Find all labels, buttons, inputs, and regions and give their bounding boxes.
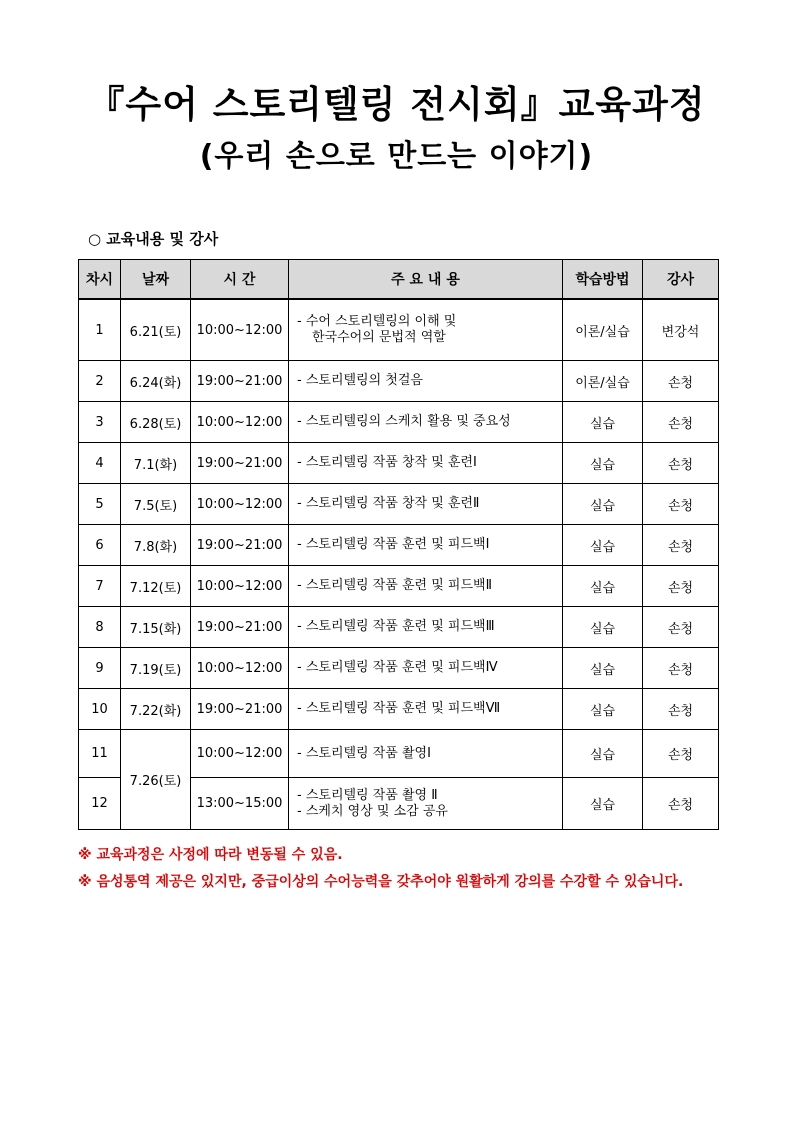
cell-instructor: 손청 <box>643 730 719 778</box>
cell-method: 실습 <box>563 525 643 566</box>
note-schedule-change: ※ 교육과정은 사정에 따라 변동될 수 있음. <box>78 847 343 863</box>
cell-method: 실습 <box>563 730 643 778</box>
cell-time: 19:00~21:00 <box>191 361 289 402</box>
table-row <box>79 689 719 730</box>
cell-method: 실습 <box>563 443 643 484</box>
cell-session: 10 <box>79 689 121 730</box>
document-subtitle: (우리 손으로 만드는 이야기) <box>199 139 594 174</box>
cell-instructor: 손청 <box>643 689 719 730</box>
cell-session: 5 <box>79 484 121 525</box>
cell-time: 10:00~12:00 <box>191 648 289 689</box>
header-instructor: 강사 <box>643 260 719 300</box>
table-row <box>79 525 719 566</box>
cell-time: 10:00~12:00 <box>191 730 289 778</box>
cell-session: 12 <box>79 778 121 830</box>
cell-time: 10:00~12:00 <box>191 484 289 525</box>
table-row <box>79 361 719 402</box>
cell-content: - 스토리텔링 작품 훈련 및 피드백Ⅱ <box>289 566 563 607</box>
cell-session: 8 <box>79 607 121 648</box>
document-title: 『수어 스토리텔링 전시회』교육과정 <box>87 83 706 126</box>
cell-content: - 스토리텔링의 스케치 활용 및 중요성 <box>289 402 563 443</box>
content-line: - 스케치 영상 및 소감 공유 <box>297 803 448 819</box>
cell-instructor: 손청 <box>643 525 719 566</box>
table-row <box>79 730 719 778</box>
cell-date: 7.5(토) <box>121 484 191 525</box>
cell-content: - 스토리텔링 작품 촬영Ⅰ <box>289 730 563 778</box>
cell-time: 19:00~21:00 <box>191 689 289 730</box>
header-date: 날짜 <box>121 260 191 300</box>
cell-content <box>289 778 563 830</box>
cell-session: 4 <box>79 443 121 484</box>
cell-time: 10:00~12:00 <box>191 299 289 361</box>
cell-session: 1 <box>79 299 121 361</box>
cell-method: 실습 <box>563 402 643 443</box>
cell-instructor: 손청 <box>643 648 719 689</box>
cell-session: 9 <box>79 648 121 689</box>
cell-content: - 스토리텔링 작품 훈련 및 피드백Ⅶ <box>289 689 563 730</box>
cell-session: 7 <box>79 566 121 607</box>
cell-date: 7.19(토) <box>121 648 191 689</box>
cell-date: 7.26(토) <box>121 730 191 830</box>
cell-content: - 스토리텔링 작품 창작 및 훈련Ⅰ <box>289 443 563 484</box>
table-row <box>79 566 719 607</box>
cell-time: 19:00~21:00 <box>191 607 289 648</box>
content-line: - 수어 스토리텔링의 이해 및 <box>297 314 457 329</box>
cell-instructor: 손청 <box>643 443 719 484</box>
table-row <box>79 607 719 648</box>
cell-instructor: 손청 <box>643 484 719 525</box>
cell-time: 10:00~12:00 <box>191 566 289 607</box>
cell-content: - 스토리텔링 작품 창작 및 훈련Ⅱ <box>289 484 563 525</box>
cell-method: 실습 <box>563 778 643 830</box>
cell-content: - 스토리텔링 작품 훈련 및 피드백Ⅰ <box>289 525 563 566</box>
cell-date: 7.22(화) <box>121 689 191 730</box>
cell-method: 이론/실습 <box>563 299 643 361</box>
header-method: 학습방법 <box>563 260 643 300</box>
cell-method: 실습 <box>563 484 643 525</box>
cell-session: 2 <box>79 361 121 402</box>
content-line: - 스토리텔링 작품 촬영 Ⅱ <box>297 787 438 803</box>
cell-instructor: 손청 <box>643 778 719 830</box>
table-row <box>79 648 719 689</box>
cell-method: 실습 <box>563 607 643 648</box>
table-header-row <box>79 260 719 300</box>
cell-date: 7.12(토) <box>121 566 191 607</box>
header-content: 주 요 내 용 <box>289 260 563 300</box>
cell-date: 7.1(화) <box>121 443 191 484</box>
cell-instructor: 손청 <box>643 607 719 648</box>
cell-instructor: 손청 <box>643 566 719 607</box>
table-row <box>79 402 719 443</box>
cell-method: 이론/실습 <box>563 361 643 402</box>
cell-time: 10:00~12:00 <box>191 402 289 443</box>
cell-method: 실습 <box>563 648 643 689</box>
cell-content: - 스토리텔링 작품 훈련 및 피드백Ⅲ <box>289 607 563 648</box>
header-session: 차시 <box>79 260 121 300</box>
cell-date: 6.28(토) <box>121 402 191 443</box>
cell-date: 7.15(화) <box>121 607 191 648</box>
cell-instructor: 손청 <box>643 361 719 402</box>
cell-time: 19:00~21:00 <box>191 443 289 484</box>
cell-time: 13:00~15:00 <box>191 778 289 830</box>
note-interpretation: ※ 음성통역 제공은 있지만, 중급이상의 수어능력을 갖추어야 원활하게 강의를 수강할 수 있습니다. <box>78 874 684 890</box>
header-time: 시 간 <box>191 260 289 300</box>
cell-session: 11 <box>79 730 121 778</box>
table-row <box>79 443 719 484</box>
cell-session: 6 <box>79 525 121 566</box>
table-row <box>79 299 719 361</box>
cell-content <box>289 299 563 361</box>
cell-date: 7.8(화) <box>121 525 191 566</box>
cell-method: 실습 <box>563 566 643 607</box>
cell-method: 실습 <box>563 689 643 730</box>
section-heading: ○ 교육내용 및 강사 <box>88 230 219 248</box>
cell-session: 3 <box>79 402 121 443</box>
cell-instructor: 변강석 <box>643 299 719 361</box>
cell-date: 6.21(토) <box>121 299 191 361</box>
table-row <box>79 484 719 525</box>
cell-content: - 스토리텔링 작품 훈련 및 피드백Ⅳ <box>289 648 563 689</box>
content-line: 한국수어의 문법적 역할 <box>312 330 446 345</box>
curriculum-table <box>78 259 719 830</box>
cell-content: - 스토리텔링의 첫걸음 <box>289 361 563 402</box>
cell-date: 6.24(화) <box>121 361 191 402</box>
cell-instructor: 손청 <box>643 402 719 443</box>
cell-time: 19:00~21:00 <box>191 525 289 566</box>
